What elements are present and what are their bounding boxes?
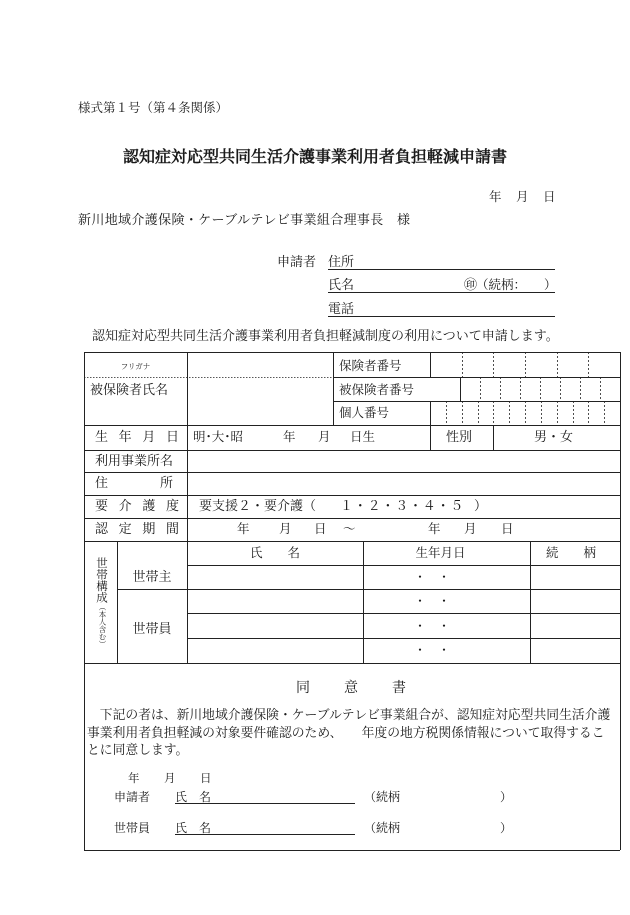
household-row-birthdate: ・ ・ (414, 594, 451, 608)
signer-role: 申請者 (114, 790, 151, 804)
applicant-phone-line (328, 316, 555, 317)
residence-label: 住 所 (95, 476, 173, 491)
cert-to-day: 日 (501, 521, 514, 536)
care-level-options: １・２・３・４・５ (340, 499, 465, 514)
personal-number-boxes (431, 402, 619, 424)
cert-from-year: 年 (237, 521, 250, 536)
signer-name-line (175, 834, 355, 835)
applicant-relation-close: ） (544, 277, 557, 292)
cert-period-separator: ～ (343, 521, 356, 536)
consent-date-year: 年 (128, 771, 140, 785)
date-day-label: 日 (543, 189, 556, 204)
insurer-number-label: 保険者番号 (339, 358, 402, 373)
form-title: 認知症対応型共同生活介護事業利用者負担軽減申請書 (122, 147, 507, 166)
applicant-label: 申請者 (277, 255, 317, 270)
birth-day-label: 日生 (350, 429, 376, 444)
cert-period-label: 認 定 期 間 (95, 522, 179, 537)
household-row-birthdate: ・ ・ (414, 619, 451, 633)
consent-text-line: 下記の者は、新川地域介護保険・ケーブルテレビ事業組合が、認知症対応型共同生活介護 (87, 708, 611, 723)
insured-number-boxes (461, 378, 619, 400)
applicant-address-line (328, 269, 555, 270)
seal-mark: ㊞ (464, 278, 478, 293)
household-head-label: 世帯主 (132, 570, 172, 585)
birth-month-label: 月 (318, 429, 331, 444)
era-options: 明･大･昭 (193, 429, 244, 444)
care-level-label: 要 介 護 度 (95, 499, 179, 514)
signer-relation-close: ） (500, 821, 513, 835)
consent-title: 同 意 書 (296, 680, 408, 696)
signer-name-label: 氏 名 (175, 821, 212, 835)
household-row-birthdate: ・ ・ (414, 570, 451, 584)
birthdate-label: 生 年 月 日 (95, 430, 179, 445)
sex-options: 男・女 (534, 430, 574, 445)
signer-relation-close: ） (500, 790, 513, 804)
date-year-label: 年 (489, 189, 502, 204)
household-header-name: 氏 名 (249, 545, 300, 560)
signer-relation-open: （続柄 (364, 821, 401, 835)
household-composition-note: （本人含む） (98, 603, 107, 648)
consent-date-day: 日 (200, 771, 212, 785)
facility-name-label: 利用事業所名 (95, 454, 174, 469)
household-composition-label: 世帯構成 (95, 557, 109, 603)
care-level-prefix: 要支援２・要介護（ (199, 499, 317, 514)
cert-from-month: 月 (279, 521, 292, 536)
household-header-relation: 続 柄 (545, 545, 596, 560)
care-level-suffix: ） (474, 499, 488, 514)
date-month-label: 月 (516, 189, 529, 204)
applicant-phone-label: 電話 (328, 302, 355, 317)
sex-label: 性別 (446, 430, 473, 445)
furigana-field (188, 353, 332, 376)
household-header-birthdate: 生年月日 (415, 545, 466, 560)
birth-year-label: 年 (283, 429, 296, 444)
consent-date-month: 月 (164, 771, 176, 785)
facility-name-field (188, 451, 619, 471)
signer-name-label: 氏 名 (175, 790, 212, 804)
applicant-name-label: 氏名 (328, 278, 355, 293)
addressee: 新川地域介護保険・ケーブルテレビ事業組合理事長 様 (78, 213, 411, 228)
intro-statement: 認知症対応型共同生活介護事業利用者負担軽減制度の利用について申請します。 (92, 329, 559, 344)
insured-name-field (188, 378, 332, 424)
applicant-relation-open: （続柄： (476, 277, 527, 292)
signer-role: 世帯員 (114, 821, 151, 835)
insurer-number-boxes (431, 353, 619, 376)
applicant-name-line (328, 292, 555, 293)
residence-field (188, 473, 619, 494)
consent-text-line: 事業利用者負担軽減の対象要件確認のため、 年度の地方税関係情報について取得するこ (87, 726, 605, 741)
cert-to-month: 月 (464, 521, 477, 536)
consent-text-line: とに同意します。 (87, 743, 189, 758)
insured-number-label: 被保険者番号 (339, 382, 415, 397)
insured-name-label: 被保険者氏名 (90, 383, 169, 398)
applicant-address-label: 住所 (328, 255, 355, 270)
signer-name-line (175, 803, 355, 804)
household-member-label: 世帯員 (132, 622, 172, 637)
cert-from-day: 日 (314, 521, 327, 536)
household-side-label (94, 557, 110, 648)
form-number: 様式第１号（第４条関係） (78, 100, 229, 115)
cert-to-year: 年 (428, 521, 441, 536)
signer-relation-open: （続柄 (364, 790, 401, 804)
household-row-birthdate: ・ ・ (414, 643, 451, 657)
personal-number-label: 個人番号 (339, 405, 390, 420)
furigana-label: フリガナ (120, 362, 151, 371)
